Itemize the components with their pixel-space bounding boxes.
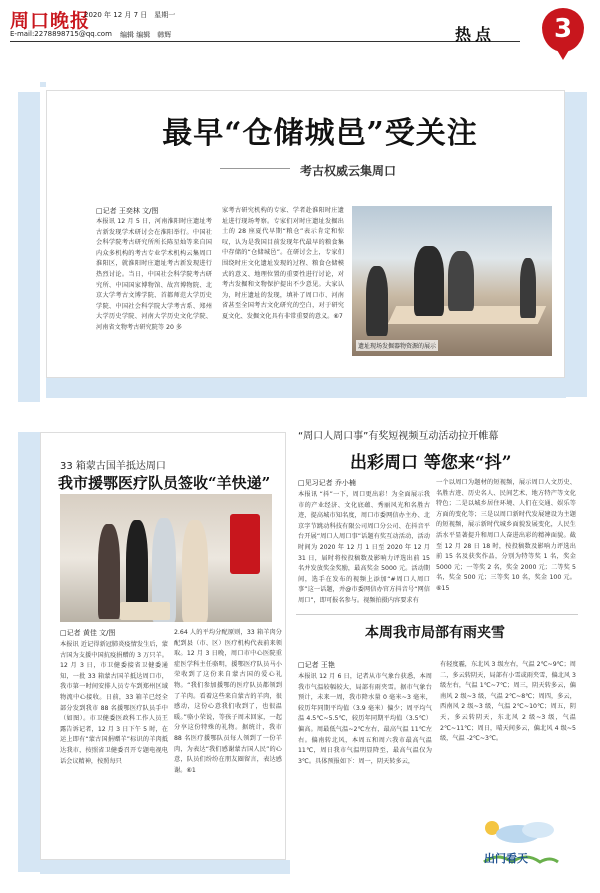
article-title: 最早“仓储城邑”受关注 <box>162 116 478 151</box>
subtitle-rule <box>220 168 290 169</box>
article-byline: □记者 王奕林 文/图 <box>96 207 159 215</box>
medical-team-photo <box>60 494 272 622</box>
section-label: 热点 <box>455 25 496 44</box>
article-title: 我市援鄂医疗队员签收“羊快递” <box>58 474 271 492</box>
issue-date: 2020 年 12 月 7 日 星期一 <box>84 11 176 19</box>
page-number-badge: 3 <box>542 8 584 52</box>
article-body-column: 本报讯 12 月 5 日，河南淮阳时庄遗址考古新发现学术研讨会在淮阳举行。中国社会科学院考古研究所所长陈星灿等来自国内众多机构的考古专业学术机构云集周口淮阳区，就淮阳时庄遗址考古新发现进行热烈讨论。当日，中国社会科学院考古研究所、中国国家博物馆、故宫博物院、北京大学考古文博学院、首都师范大学历史学院、中国社会科学院大学考古系、郑州大学历史学院、河南大学历史文化学院、河南省文物考古研究院等 20 多 <box>96 218 212 331</box>
decor-bar <box>46 378 566 398</box>
excavation-photo <box>352 206 552 356</box>
article-body-column: 一个以周口为题材的短视频，展示周口人文历史、名胜古迹、历史名人、民间艺术、地方特产等文化特色；二是以城乡居住环境、人们在交通、娱乐等方面的变化等；三是以周口新时代发展建设为主题的短视频，展示新时代城乡面貌发展变化，人民生活水平显著提升和周口人奋进出彩的精神面貌。截至 12 月 28 日 18 时，按投稿数及影响力评选出前 15 名及获奖作品，分别为特等奖 1 名，奖金 5000 元；一等奖 2 名，奖金 2000 元；二等奖 5 名，奖金 500 元；三等奖 10 名，奖金 100 元。⑥15 <box>436 479 576 592</box>
editor-credit: 编辑 编辑 韩辉 <box>120 31 172 39</box>
article-kicker: 33 箱蒙古国羊抵达周口 <box>60 461 166 472</box>
article-kicker: “周口人周口事”有奖短视频互动活动拉开帷幕 <box>298 431 499 442</box>
article-subtitle: 考古权威云集周口 <box>300 164 397 178</box>
article-byline: □记者 王艳 <box>298 661 335 669</box>
photo-caption: 遗址现场发掘器物资源的展示 <box>356 340 438 351</box>
contact-email: E-mail:2278898715@qq.com <box>10 30 112 38</box>
cloud-icon <box>522 822 554 838</box>
decor-bar <box>40 860 290 874</box>
weather-art-label: 出门看天 <box>484 852 528 865</box>
article-body-column: 本报讯 12 月 6 日，记者从市气象台获悉，本周我市气温较幅较大，局部有雨夹雪。据市气象台预计，未来一周，我市降水量 0 毫米~3 毫米，较历年同期平均值（3.9 毫米）偏少；周平均气温 4.5℃~5.5℃，较历年同期平均值（3.5℃）偏高。周最低气温~2℃左右，最高气温 11℃左右。偏南转北风，本周五和周六我市最高气温 11℃，周日我市气温明显降至，最高气温仅为 3℃。具体预报如下：周一，阴天转多云， <box>298 673 432 765</box>
header-rule <box>10 41 520 42</box>
article-body-column: 本报讯 “抖”一下，周口更出彩！为全面展示我市的产业经济、文化底蕴、秀丽风光和名胜古迹，提高城市知名度，周口市委网信办主办、北京字节跳动科技有限公司周口分公司、在抖音平台开展“周口人周口事”话题有奖互动活动，活动时间为 2020 年 12 月 1 日至 2020 年 12 月 31 日，届时将按投稿数及影响力评选出前 15 名并发放奖金奖励，最高奖金 5000 元。活动期间，选手在发布的视频上添加“#周口人周口事”这一话题，并@市委网信办官方抖音号“网信周口”，即可报名参与。视频拍摄内容要求有 <box>298 491 430 604</box>
article-byline: □记者 黄佳 文/图 <box>60 629 116 637</box>
masthead: 周口晚报 <box>10 10 91 32</box>
article-title: 出彩周口 等您来“抖” <box>350 453 512 473</box>
decor-bar <box>40 82 46 87</box>
decor-bar <box>18 432 40 872</box>
article-body-column: 本报讯 近记得新冠肺炎疫情发生后，蒙古国为支援中国抗疫捐赠的 3 万只羊。12 月 3 日，市卫健委接省卫健委通知，一批 33 箱蒙古国羊抵达周口市，我市第一时间安排人员专车到郑州区域物流中心接收。日前，33 箱羊已经全部分发到我市 88 名援鄂医疗队员手中（如图）。市卫健委医政科工作人员王露告诉记者，12 月 3 日下午 5 时，在运上即有“蒙古国捐赠羊”标识的羊肉抵达我市，按照省卫健委召开专题电视电话会议精神，按照每只 <box>60 641 168 765</box>
weather-divider <box>296 614 578 615</box>
article-body-column: 2.64 人的平均分配原则，33 箱羊肉分配到县（市、区）医疗机构代表前来领取。12 月 3 日晚，周口市中心医院重症医学科主任骆明，援鄂医疗队员马小荣收到了这份来自蒙古国的爱心礼物。“我们参加援鄂的医疗队员都领到了羊肉。看着这些来自蒙古的羊肉，很感动，这份心意我们收到了，也很温暖。”骆小荣说，等孩子周末回家，一起分享这份特殊的礼物。据统计，我市 88 名医疗援鄂队员每人领到了一份羊肉，为表达“我们感谢蒙古国人民”的心意，队员们纷纷在朋友圈留言，表达感谢。⑥1 <box>174 629 282 774</box>
article-byline: □见习记者 乔小楠 <box>298 479 356 487</box>
article-title: 本周我市局部有雨夹雪 <box>365 625 505 641</box>
article-body-column: 家考古研究机构的专家、学者赴淮阳时庄遗址进行现场考察。专家们对时庄遗址发掘出土的 28 座夏代早期“粮仓”表示肯定和惊叹，认为是我国目前发现年代最早的粮食集中存储的“仓储城邑”。在研讨会上，专家们围绕时庄文化遗址发现的过程、粮食仓储模式的意义、地理位置的重要性进行讨论，对考古发掘和文物保护提出不少意见。大家认为，时庄遗址的发现，填补了周口市、河南省甚至全国考古文化研究的空白，对于研究夏文化、发掘文化具有非常重要的意义。⑥7 <box>222 207 344 320</box>
decor-bar <box>18 92 40 402</box>
article-body-column: 有轻度霾，东北风 3 级左右，气温 2℃~9℃；周二，多云转阴天，局部有小雪或雨夹雪，偏北风 3 级左右，气温 1℃~7℃；周三，阴天转多云，偏南风 2 级~3 级，气温 2℃~8℃；周四，多云，西南风 2 级~3 级，气温 2℃~10℃；周五，阴天，多云转阴天，东北风 2 级~3 级，气温 2℃~11℃；周日，晴天间多云，偏北风 4 级~5 级，气温 -2℃~3℃。 <box>440 661 576 743</box>
